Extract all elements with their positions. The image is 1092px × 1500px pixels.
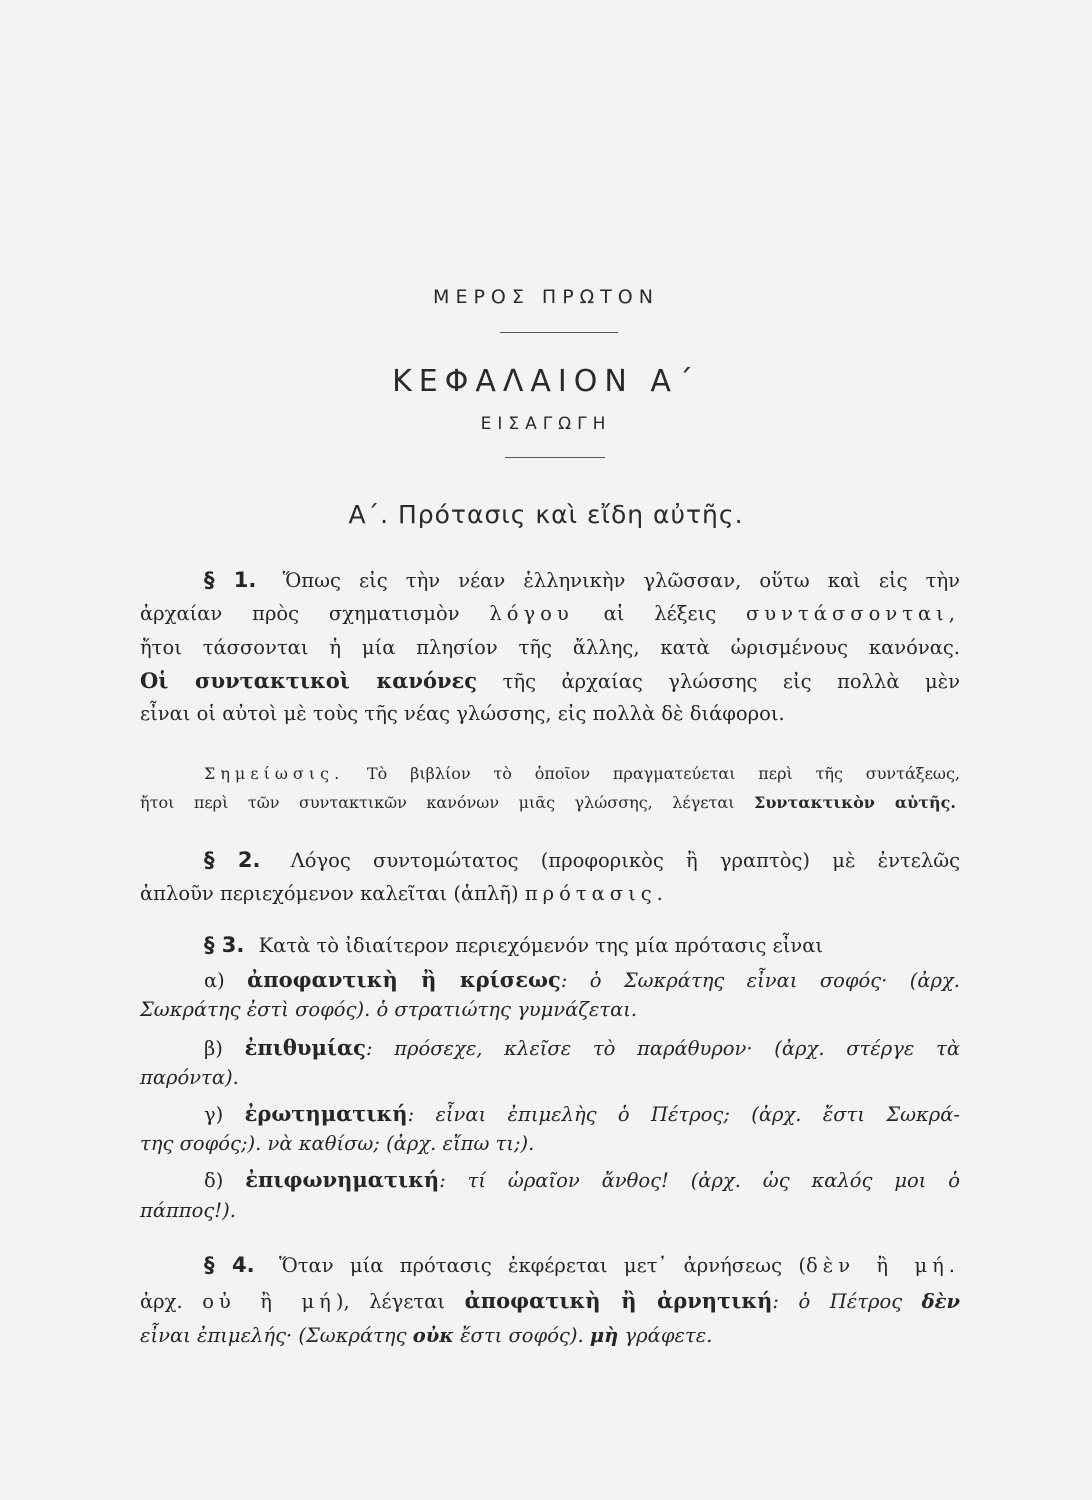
paragraph-mark: § 4. [204,1253,255,1277]
paragraph-4-line-2: ἀρχ. οὐ ἢ μή), λέγεται ἀποφατικὴ ἢ ἀρνητική: ὁ Πέτρος δὲν [140,1288,961,1313]
part-title: ΜΕΡΟΣ ΠΡΩΤΟΝ [433,286,659,308]
intro-title: ΕΙΣΑΓΩΓΗ [480,414,612,434]
divider-rule [505,457,605,458]
chapter-title: ΚΕΦΑΛΑΙΟΝ Α΄ [392,364,700,399]
paragraph-1-line-3: ἤτοι τάσσονται ἡ μία πλησίον τῆς ἄλλης, κατὰ ὡρισμένους κανόνας. [140,636,960,659]
paragraph-3-line-1: § 3. Κατὰ τὸ ἰδιαίτερον περιεχόμενόν της μία πρότασις εἶναι [204,933,824,957]
note-label: Σημείωσις. [204,764,345,783]
list-item-a: α) ἀποφαντικὴ ἢ κρίσεως: ὁ Σωκράτης εἶναι σοφός· (ἀρχ. [204,967,960,992]
list-item-b: β) ἐπιθυμίας: πρόσεχε, κλεῖσε τὸ παράθυρον· (ἀρχ. στέργε τὰ [204,1035,960,1060]
paragraph-1-line-1: § 1. Ὅπως εἰς τὴν νέαν ἑλληνικὴν γλῶσσαν, οὕτω καὶ εἰς τὴν [204,568,961,592]
list-item-a-cont: Σωκράτης ἐστὶ σοφός). ὁ στρατιώτης γυμνάζεται. [140,998,638,1021]
divider-rule [500,332,618,333]
paragraph-2-line-1: § 2. Λόγος συντομώτατος (προφορικὸς ἢ γραπτὸς) μὲ ἐντελῶς [204,848,961,872]
paragraph-1-line-4: Οἱ συντακτικοὶ κανόνες τῆς ἀρχαίας γλώσσης εἰς πολλὰ μὲν [140,668,960,693]
paragraph-4-line-3: εἶναι ἐπιμελής· (Σωκράτης οὐκ ἔστι σοφός). μὴ γράφετε. [140,1324,713,1347]
emphasis-term: Οἱ συντακτικοὶ κανόνες [140,668,478,693]
list-item-b-cont: παρόντα). [140,1066,239,1089]
paragraph-1-line-2: ἀρχαίαν πρὸς σχηματισμὸν λόγου αἱ λέξεις συντάσσονται, [140,602,960,625]
paragraph-mark: § 2. [204,848,261,872]
list-item-c-cont: της σοφός;). νὰ καθίσω; (ἀρχ. εἴπω τι;). [140,1132,535,1155]
paragraph-2-line-2: ἁπλοῦν περιεχόμενον καλεῖται (ἁπλῆ) πρότασις. [140,882,668,905]
paragraph-mark: § 3. [204,933,245,957]
paragraph-4-line-1: § 4. Ὅταν μία πρότασις ἐκφέρεται μετ᾽ ἀρνήσεως (δὲν ἢ μή. [204,1253,961,1277]
note-line-1: Σημείωσις. Τὸ βιβλίον τὸ ὁποῖον πραγματεύεται περὶ τῆς συντάξεως, [204,764,960,783]
paragraph-1-line-5: εἶναι οἱ αὐτοὶ μὲ τοὺς τῆς νέας γλώσσης, εἰς πολλὰ δὲ διάφοροι. [140,702,785,725]
list-item-c: γ) ἐρωτηματική: εἶναι ἐπιμελὴς ὁ Πέτρος; (ἀρχ. ἔστι Σωκρά- [204,1101,960,1126]
section-heading: Α΄. Πρότασις καὶ εἴδη αὐτῆς. [348,500,744,529]
note-line-2: ἤτοι περὶ τῶν συντακτικῶν κανόνων μιᾶς γλώσσης, λέγεται Συντακτικὸν αὐτῆς. [140,793,956,812]
list-item-d-cont: πάππος!). [140,1199,236,1222]
list-item-d: δ) ἐπιφωνηματική: τί ὡραῖον ἄνθος! (ἀρχ. ὡς καλός μοι ὁ [204,1167,960,1192]
paragraph-mark: § 1. [204,568,257,592]
